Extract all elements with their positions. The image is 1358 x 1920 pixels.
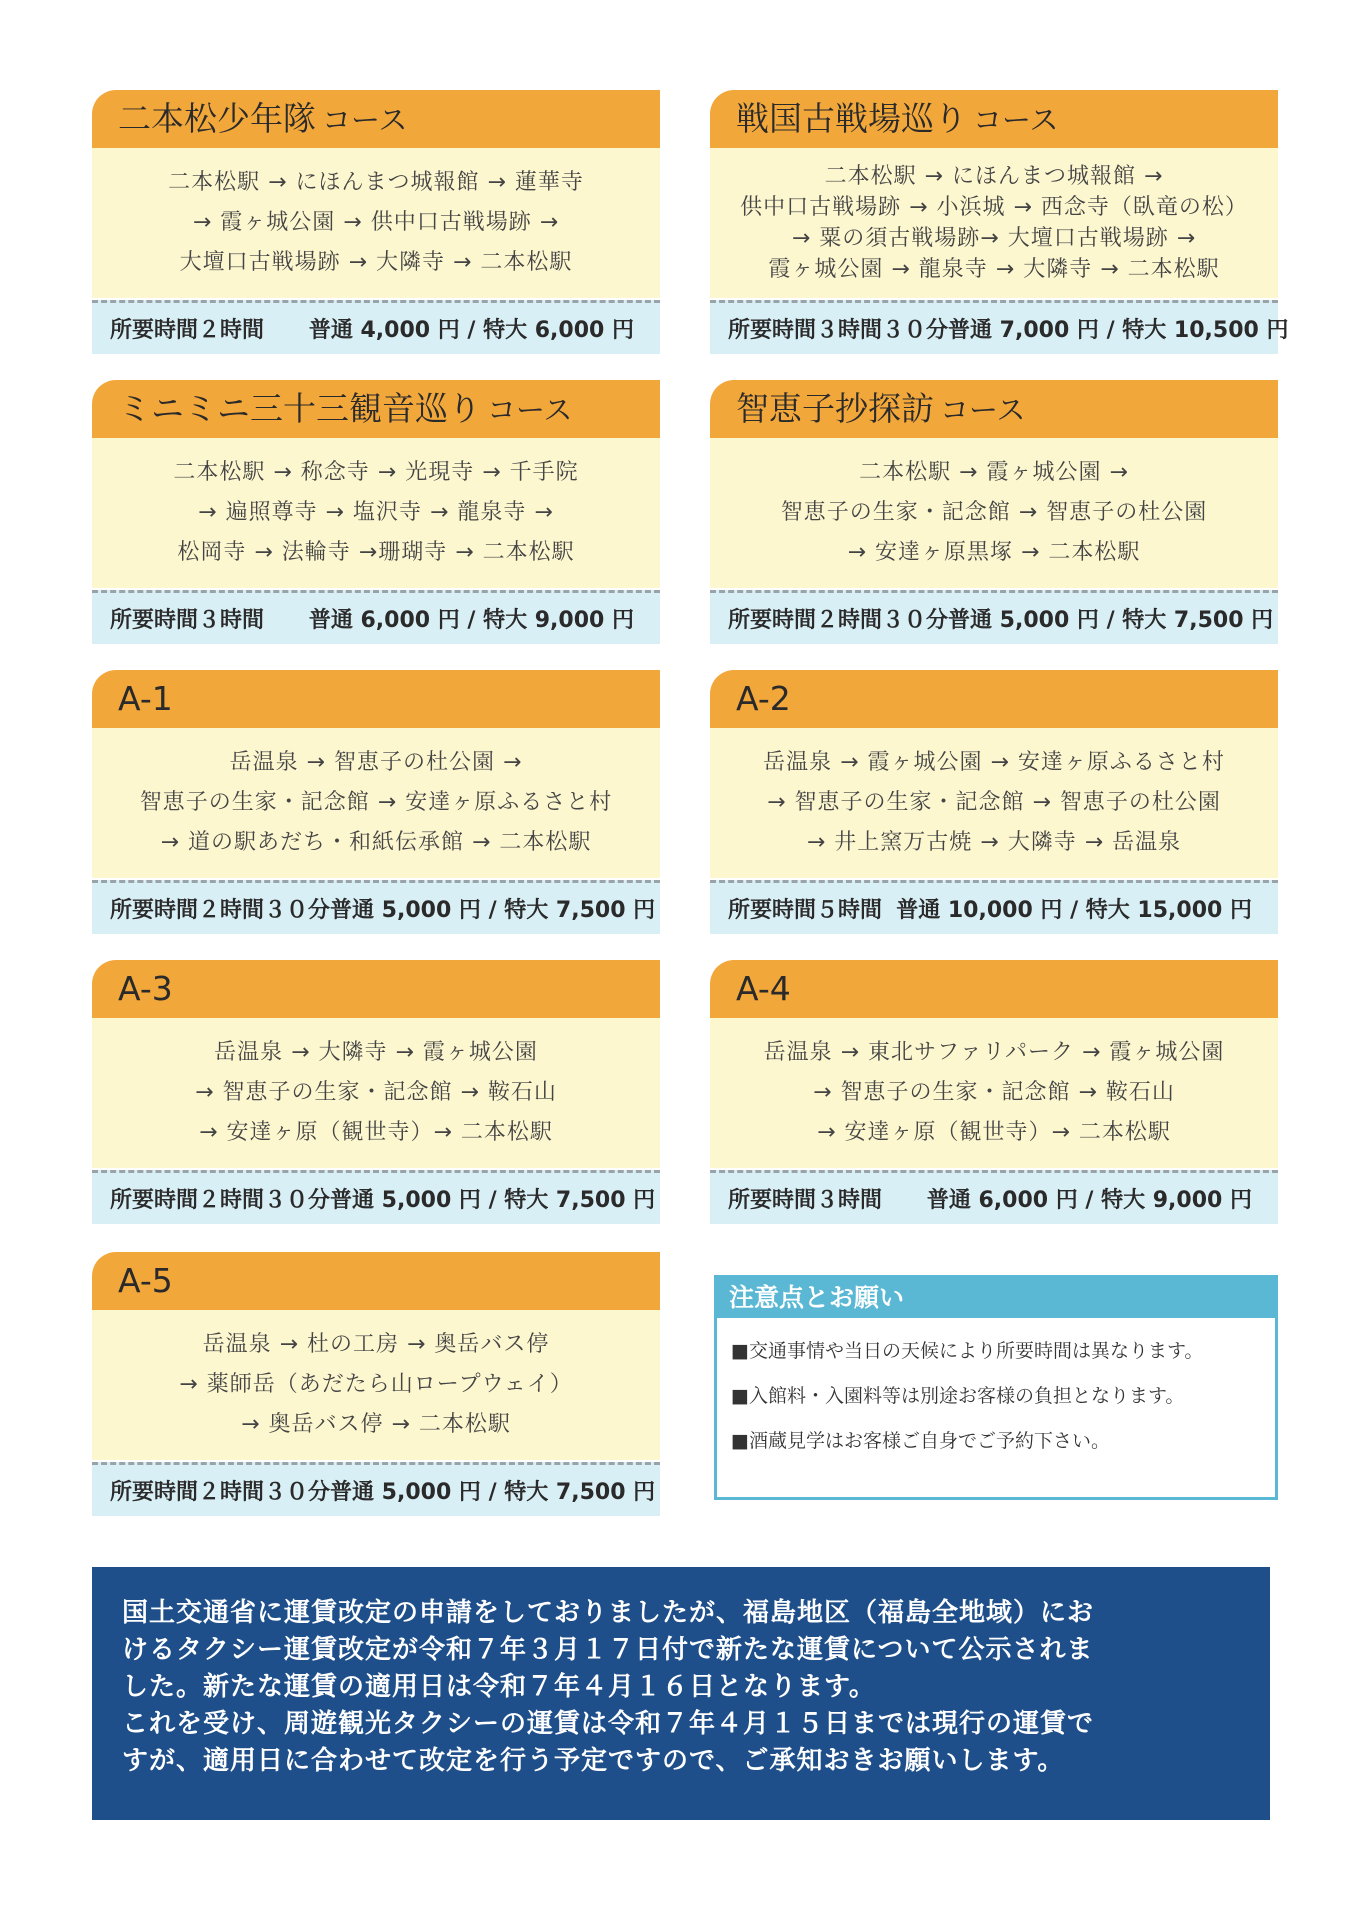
duration: 所要時間２時間３０分	[110, 898, 331, 923]
course-suffix: コース	[940, 393, 1026, 427]
route-line: → 井上窯万古焼 → 大隣寺 → 岳温泉	[806, 830, 1182, 855]
course-footer	[710, 1170, 1278, 1224]
course-name: 戦国古戦場巡り	[736, 99, 967, 138]
route-line: → 遍照尊寺 → 塩沢寺 → 龍泉寺 →	[198, 500, 554, 525]
duration: 所要時間２時間	[110, 318, 265, 343]
route-line: 二本松駅 → にほんまつ城報館 → 蓮華寺	[168, 170, 584, 195]
announcement-line: すが、適用日に合わせて改定を行う予定ですので、ご承知おきお願いします。	[122, 1746, 1065, 1776]
price: 普通 7,000 円 / 特大 10,500 円	[948, 318, 1289, 343]
route-line: 供中口古戦場跡 → 小浜城 → 西念寺（臥竜の松）	[740, 195, 1248, 220]
route-line: → 薬師岳（あだたら山ロープウェイ）	[179, 1372, 573, 1397]
duration: 所要時間２時間３０分	[110, 1188, 331, 1213]
price: 普通 5,000 円 / 特大 7,500 円	[330, 1480, 656, 1505]
course-route	[710, 728, 1278, 878]
price: 普通 10,000 円 / 特大 15,000 円	[896, 898, 1252, 923]
course-name: A-1	[118, 679, 173, 718]
course-footer	[710, 300, 1289, 354]
course-title	[710, 670, 1278, 728]
course-route	[92, 1018, 660, 1168]
fare-revision-announcement	[92, 1567, 1270, 1820]
route-line: 二本松駅 → 霞ヶ城公園 →	[859, 460, 1129, 485]
route-line: 松岡寺 → 法輪寺 →珊瑚寺 → 二本松駅	[177, 540, 575, 565]
course-title	[92, 380, 660, 438]
course-title	[710, 960, 1278, 1018]
duration: 所要時間３時間	[110, 608, 265, 633]
course-name: A-5	[118, 1261, 173, 1300]
route-line: → 粟の須古戦場跡→ 大壇口古戦場跡 →	[791, 226, 1197, 251]
announcement-line: した。新たな運賃の適用日は令和７年４月１６日となります。	[122, 1672, 876, 1702]
course-card-a2	[710, 670, 1278, 934]
course-route	[92, 148, 660, 298]
course-card-kannon	[92, 380, 660, 644]
course-name: A-4	[736, 969, 791, 1008]
route-line: → 智恵子の生家・記念館 → 鞍石山	[813, 1080, 1175, 1105]
course-suffix: コース	[322, 103, 408, 137]
route-line: 二本松駅 → 称念寺 → 光現寺 → 千手院	[173, 460, 579, 485]
course-footer	[710, 590, 1278, 644]
route-line: 岳温泉 → 大隣寺 → 霞ヶ城公園	[214, 1040, 538, 1065]
course-footer	[92, 1170, 660, 1224]
price: 普通 5,000 円 / 特大 7,500 円	[330, 1188, 656, 1213]
route-line: → 霞ヶ城公園 → 供中口古戦場跡 →	[192, 210, 560, 235]
course-name: A-2	[736, 679, 791, 718]
route-line: 智恵子の生家・記念館 → 安達ヶ原ふるさと村	[139, 790, 613, 815]
course-footer	[92, 300, 660, 354]
course-title	[92, 960, 660, 1018]
route-line: 大壇口古戦場跡 → 大隣寺 → 二本松駅	[179, 250, 573, 275]
announcement-line: けるタクシー運賃改定が令和７年３月１７日付で新たな運賃について公示されま	[122, 1635, 1094, 1665]
route-line: 岳温泉 → 霞ヶ城公園 → 安達ヶ原ふるさと村	[763, 750, 1225, 775]
route-line: 智恵子の生家・記念館 → 智恵子の杜公園	[780, 500, 1208, 525]
course-card-a5	[92, 1252, 660, 1516]
announcement-line: 国土交通省に運賃改定の申請をしておりましたが、福島地区（福島全地域）にお	[122, 1598, 1095, 1628]
course-suffix: コース	[973, 103, 1059, 137]
notice-item: ■酒蔵見学はお客様ご自身でご予約下さい。	[731, 1430, 1110, 1452]
course-route	[92, 1310, 660, 1460]
course-route	[92, 728, 660, 878]
course-footer	[92, 1462, 660, 1516]
route-line: → 安達ヶ原（観世寺）→ 二本松駅	[817, 1120, 1171, 1145]
course-footer	[92, 590, 660, 644]
duration: 所要時間５時間	[728, 898, 883, 923]
course-name: A-3	[118, 969, 173, 1008]
course-title	[92, 670, 660, 728]
route-line: → 道の駅あだち・和紙伝承館 → 二本松駅	[160, 830, 592, 855]
notice-item: ■入館料・入園料等は別途お客様の負担となります。	[731, 1385, 1185, 1407]
course-route	[710, 1018, 1278, 1168]
route-line: → 安達ヶ原黒塚 → 二本松駅	[847, 540, 1141, 565]
route-line: 岳温泉 → 杜の工房 → 奥岳バス停	[202, 1332, 550, 1357]
course-route	[710, 148, 1278, 298]
price: 普通 5,000 円 / 特大 7,500 円	[330, 898, 656, 923]
notice-box	[714, 1275, 1278, 1500]
announcement-line: これを受け、周遊観光タクシーの運賃は令和７年４月１５日までは現行の運賃で	[122, 1709, 1095, 1739]
route-line: → 奥岳バス停 → 二本松駅	[241, 1412, 511, 1437]
route-line: 霞ヶ城公園 → 龍泉寺 → 大隣寺 → 二本松駅	[768, 257, 1220, 282]
course-card-nihonmatsu-shonentai	[92, 90, 660, 354]
route-line: → 安達ヶ原（観世寺）→ 二本松駅	[199, 1120, 553, 1145]
course-name: ミニミニ三十三観音巡り	[118, 389, 481, 428]
duration: 所要時間２時間３０分	[110, 1480, 331, 1505]
course-card-a4	[710, 960, 1278, 1224]
route-line: 岳温泉 → 東北サファリパーク → 霞ヶ城公園	[763, 1040, 1225, 1065]
duration: 所要時間２時間３０分	[728, 608, 949, 633]
route-line: → 智恵子の生家・記念館 → 智恵子の杜公園	[767, 790, 1221, 815]
course-footer	[710, 880, 1278, 934]
course-card-sengoku	[710, 90, 1289, 354]
course-route	[710, 438, 1278, 588]
price: 普通 5,000 円 / 特大 7,500 円	[948, 608, 1274, 633]
notice-title: 注意点とお願い	[717, 1278, 1275, 1318]
course-title	[710, 380, 1278, 438]
course-card-a3	[92, 960, 660, 1224]
price: 普通 6,000 円 / 特大 9,000 円	[926, 1188, 1252, 1213]
course-title	[92, 90, 660, 148]
duration: 所要時間３時間３０分	[728, 318, 949, 343]
notice-item: ■交通事情や当日の天候により所要時間は異なります。	[731, 1340, 1204, 1362]
route-line: 岳温泉 → 智恵子の杜公園 →	[229, 750, 523, 775]
course-footer	[92, 880, 660, 934]
course-card-chiekosho	[710, 380, 1278, 644]
course-title	[710, 90, 1278, 148]
price: 普通 4,000 円 / 特大 6,000 円	[308, 318, 634, 343]
course-card-a1	[92, 670, 660, 934]
course-name: 二本松少年隊	[118, 99, 316, 138]
price: 普通 6,000 円 / 特大 9,000 円	[308, 608, 634, 633]
route-line: → 智恵子の生家・記念館 → 鞍石山	[195, 1080, 557, 1105]
course-route	[92, 438, 660, 588]
duration: 所要時間３時間	[728, 1188, 883, 1213]
course-suffix: コース	[487, 393, 573, 427]
course-name: 智恵子抄探訪	[736, 389, 934, 428]
route-line: 二本松駅 → にほんまつ城報館 →	[824, 164, 1164, 189]
course-title	[92, 1252, 660, 1310]
